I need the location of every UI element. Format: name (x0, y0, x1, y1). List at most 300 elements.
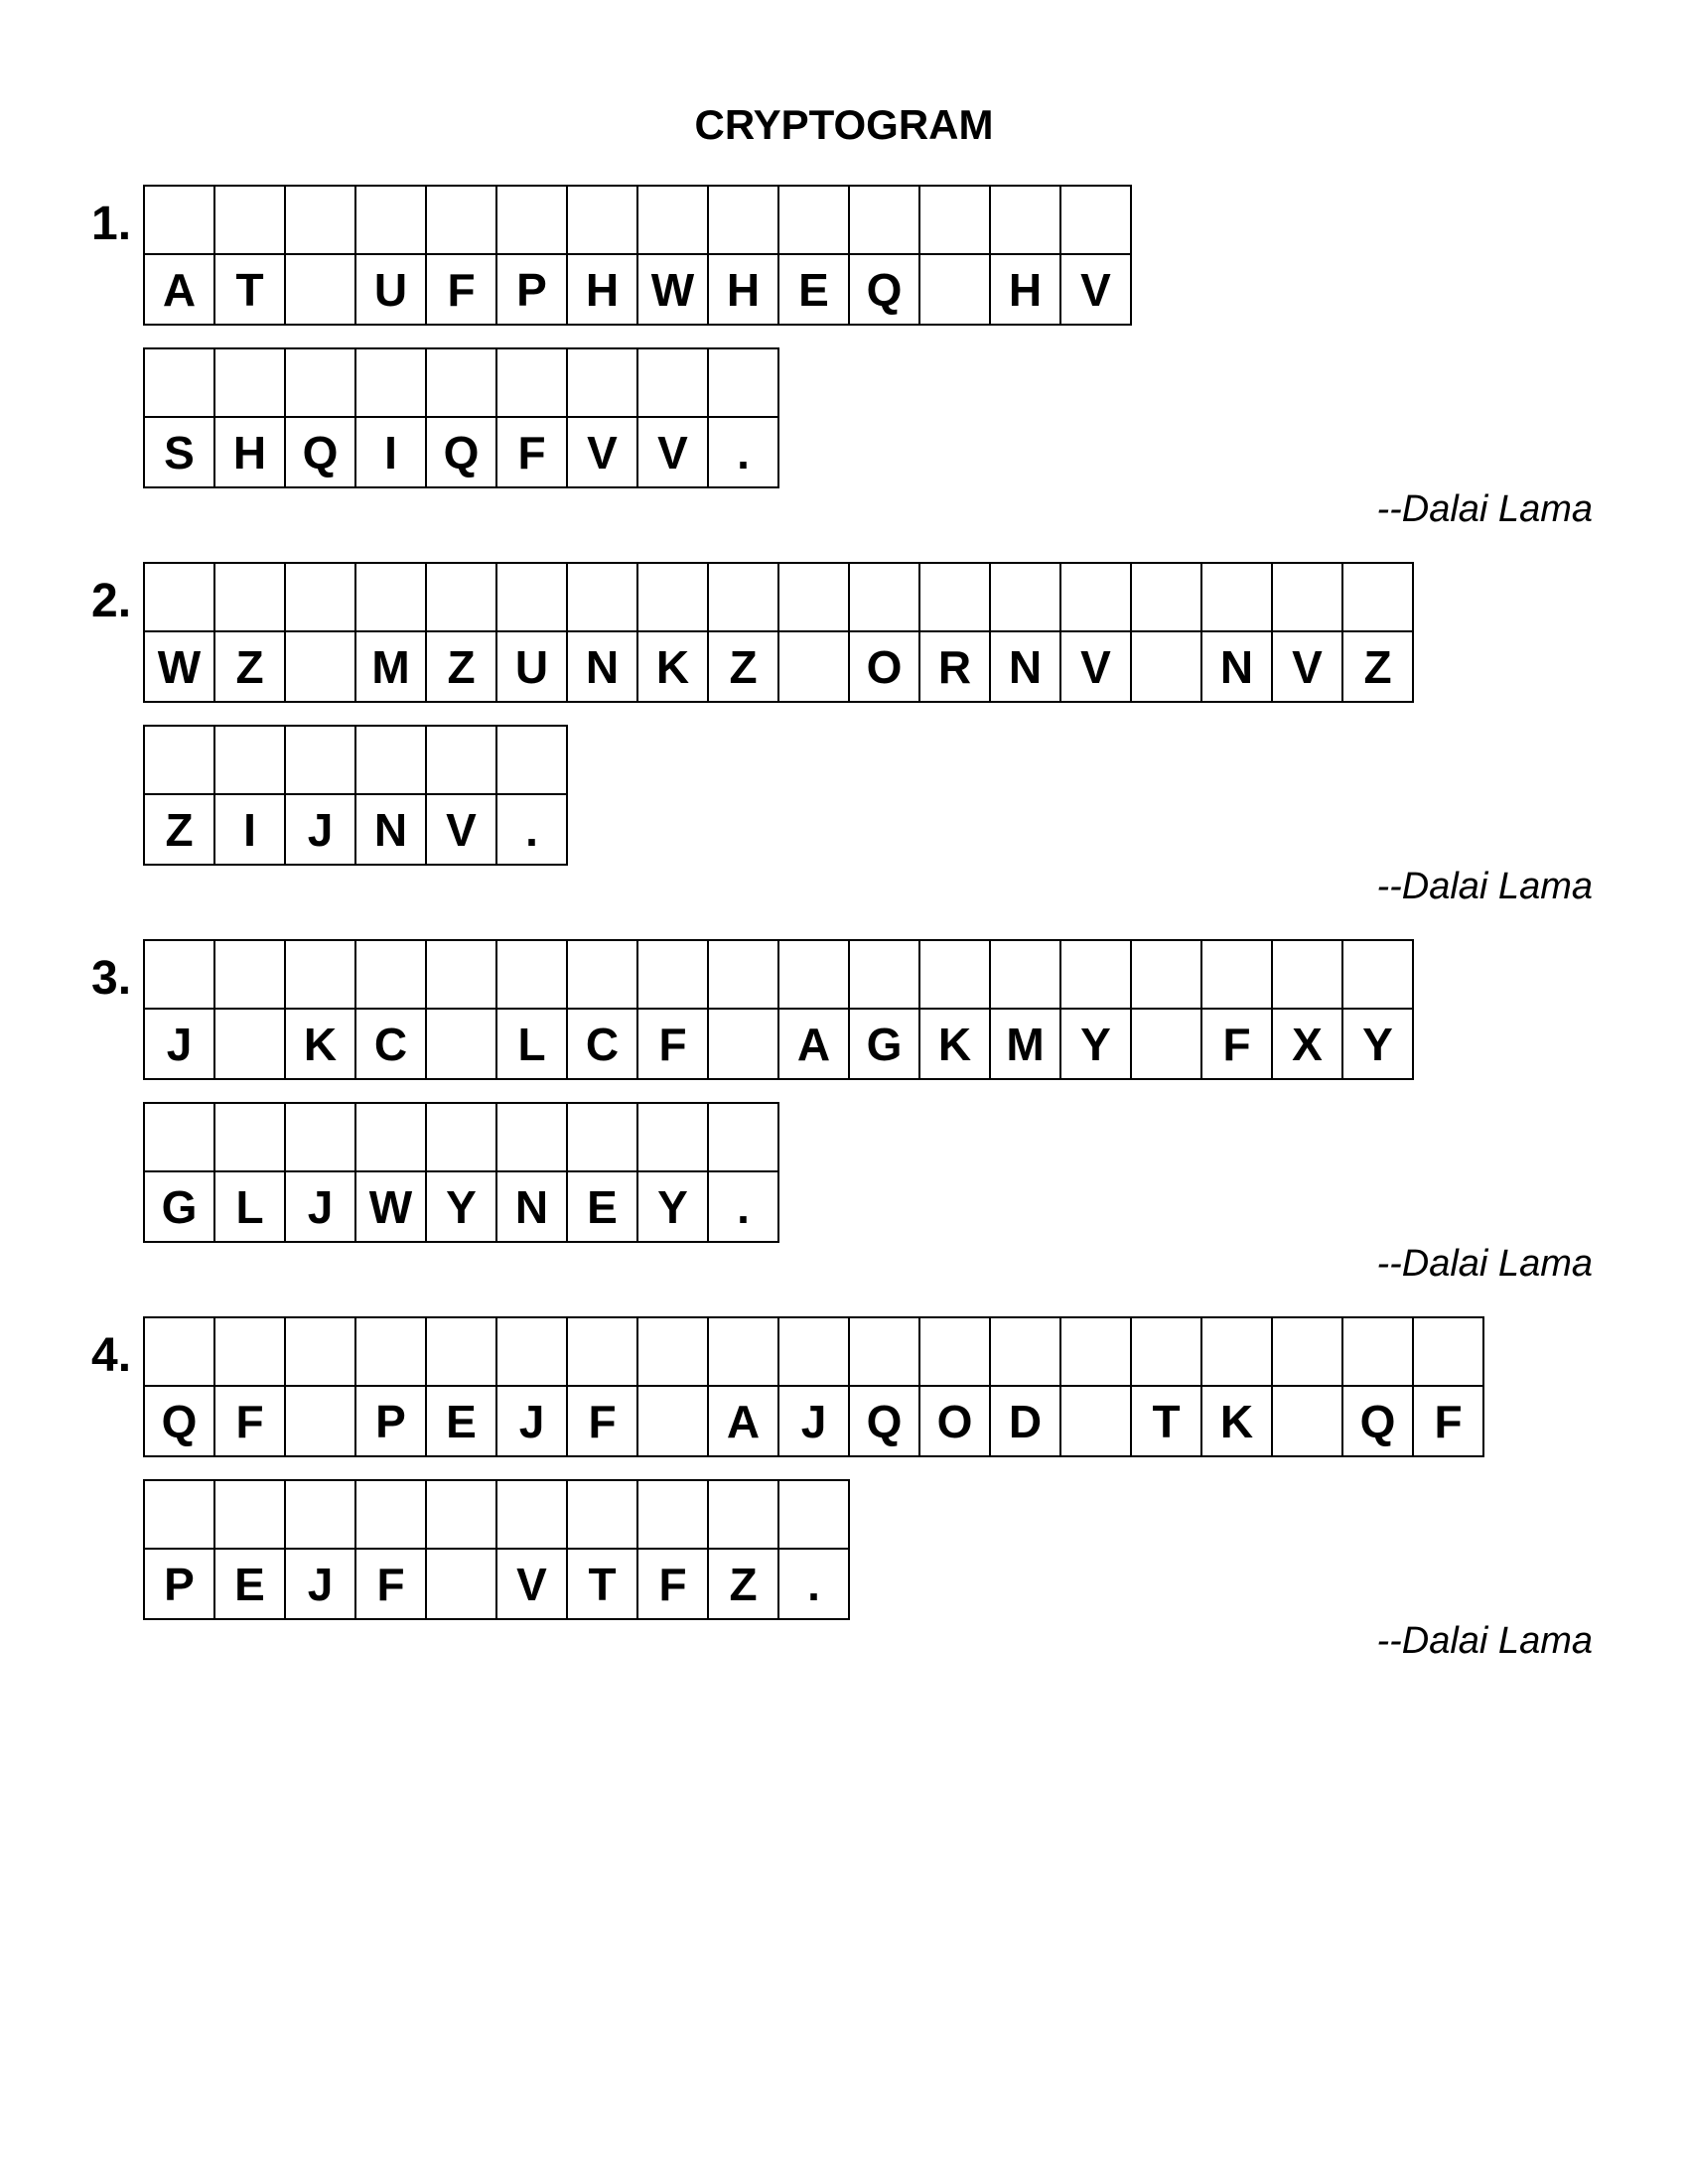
cipher-letter: W (157, 640, 202, 693)
letter-cell (568, 187, 638, 326)
answer-box[interactable] (709, 1481, 777, 1550)
answer-box[interactable] (356, 727, 425, 795)
answer-box[interactable] (568, 349, 636, 418)
cipher-letter: C (585, 1018, 620, 1070)
letter-cell (356, 1104, 427, 1243)
answer-box[interactable] (991, 564, 1059, 632)
letter-cell (1273, 564, 1343, 703)
letter-cell (215, 187, 286, 326)
answer-box[interactable] (356, 1481, 425, 1550)
cipher-letter: L (235, 1180, 264, 1233)
answer-box[interactable] (145, 941, 213, 1010)
answer-box[interactable] (145, 727, 213, 795)
cipher-letter: F (376, 1558, 405, 1610)
cipher-letter: F (588, 1395, 617, 1447)
letter-cell (779, 564, 850, 703)
answer-box[interactable] (1343, 941, 1412, 1010)
answer-box[interactable] (286, 349, 354, 418)
letter-cell (1202, 941, 1273, 1080)
cipher-letter: S (164, 426, 195, 478)
answer-box[interactable] (779, 941, 848, 1010)
cipher-letter: A (162, 263, 197, 316)
letter-cell (286, 1104, 356, 1243)
answer-box[interactable] (709, 564, 777, 632)
cipher-letter: A (796, 1018, 831, 1070)
answer-box[interactable] (356, 564, 425, 632)
answer-box[interactable] (497, 349, 566, 418)
answer-box[interactable] (356, 349, 425, 418)
letter-cell (850, 564, 920, 703)
cipher-letter: V (587, 426, 618, 478)
cipher-letter: K (937, 1018, 972, 1070)
answer-box[interactable] (215, 941, 284, 1010)
letter-cell (497, 941, 568, 1080)
letter-cell (145, 349, 215, 488)
answer-box[interactable] (850, 187, 918, 255)
cipher-letter: F (658, 1018, 687, 1070)
answer-box[interactable] (779, 187, 848, 255)
answer-box[interactable] (145, 187, 213, 255)
answer-box[interactable] (709, 1318, 777, 1387)
answer-box[interactable] (1202, 564, 1271, 632)
letter-cell (286, 1481, 356, 1620)
letter-cell (779, 187, 850, 326)
letter-cell (497, 564, 568, 703)
letter-cell (709, 1481, 779, 1620)
puzzle-number: 2. (91, 575, 132, 627)
quote-attribution: --Dalai Lama (1376, 1620, 1593, 1662)
cipher-letter: Z (165, 803, 194, 856)
cipher-letter: J (800, 1395, 827, 1447)
answer-box[interactable] (286, 187, 354, 255)
answer-box[interactable] (638, 1318, 707, 1387)
answer-box[interactable] (427, 564, 495, 632)
cipher-letter: T (588, 1558, 617, 1610)
cipher-letter: N (373, 803, 408, 856)
cipher-row (143, 1316, 1484, 1457)
answer-box[interactable] (638, 1481, 707, 1550)
letter-cell (286, 1318, 356, 1457)
answer-box[interactable] (356, 1104, 425, 1172)
answer-box[interactable] (427, 1318, 495, 1387)
cipher-letter: C (373, 1018, 408, 1070)
letter-cell (286, 564, 356, 703)
cipher-letter (779, 632, 848, 701)
cipher-letter: Y (657, 1180, 688, 1233)
letter-cell (145, 1104, 215, 1243)
cipher-letter (709, 1010, 777, 1078)
letter-cell (568, 1318, 638, 1457)
answer-box[interactable] (286, 941, 354, 1010)
cipher-letter: V (446, 803, 477, 856)
letter-cell (638, 564, 709, 703)
answer-box[interactable] (638, 564, 707, 632)
letter-cell (1061, 941, 1132, 1080)
letter-cell (568, 941, 638, 1080)
cipher-letter: V (657, 426, 688, 478)
cipher-letter: P (375, 1395, 406, 1447)
answer-box[interactable] (1132, 564, 1200, 632)
cipher-letter (1132, 632, 1200, 701)
answer-box[interactable] (568, 1318, 636, 1387)
letter-cell (1132, 941, 1202, 1080)
cipher-letter: G (866, 1018, 903, 1070)
answer-box[interactable] (638, 187, 707, 255)
answer-box[interactable] (215, 1318, 284, 1387)
cipher-row (143, 725, 568, 866)
answer-box[interactable] (1202, 941, 1271, 1010)
answer-box[interactable] (286, 727, 354, 795)
cipher-letter: E (798, 263, 829, 316)
letter-cell (497, 727, 568, 866)
cipher-letter: P (164, 1558, 195, 1610)
answer-box[interactable] (709, 1104, 777, 1172)
cipher-letter: F (447, 263, 476, 316)
answer-box[interactable] (427, 1104, 495, 1172)
cipher-letter: K (1219, 1395, 1254, 1447)
cipher-letter: Y (446, 1180, 477, 1233)
cipher-letter: D (1008, 1395, 1043, 1447)
cipher-letter: W (368, 1180, 413, 1233)
letter-cell (215, 564, 286, 703)
cipher-letter: Q (443, 426, 480, 478)
letter-cell (568, 564, 638, 703)
answer-box[interactable] (497, 1481, 566, 1550)
letter-cell (356, 1481, 427, 1620)
cipher-letter (286, 1387, 354, 1455)
cipher-letter: G (161, 1180, 198, 1233)
letter-cell (920, 1318, 991, 1457)
answer-box[interactable] (920, 1318, 989, 1387)
letter-cell (568, 1481, 638, 1620)
letter-cell (497, 187, 568, 326)
answer-box[interactable] (638, 941, 707, 1010)
cipher-letter: K (303, 1018, 338, 1070)
letter-cell (1132, 564, 1202, 703)
cipher-letter: O (866, 640, 903, 693)
cipher-letter: N (1008, 640, 1043, 693)
quote-attribution: --Dalai Lama (1376, 866, 1593, 907)
letter-cell (991, 187, 1061, 326)
cipher-letter (1273, 1387, 1341, 1455)
letter-cell (1061, 187, 1132, 326)
letter-cell (709, 187, 779, 326)
cipher-row (143, 1479, 850, 1620)
answer-box[interactable] (497, 1318, 566, 1387)
answer-box[interactable] (427, 1481, 495, 1550)
answer-box[interactable] (497, 1104, 566, 1172)
cipher-row (143, 939, 1414, 1080)
letter-cell (356, 564, 427, 703)
cipher-letter: . (807, 1558, 820, 1610)
answer-box[interactable] (991, 941, 1059, 1010)
puzzle-number: 1. (91, 198, 132, 250)
cipher-letter (427, 1550, 495, 1618)
letter-cell (850, 941, 920, 1080)
answer-box[interactable] (497, 187, 566, 255)
answer-box[interactable] (145, 1104, 213, 1172)
cipher-letter: U (514, 640, 549, 693)
cipher-letter: K (655, 640, 690, 693)
letter-cell (427, 1104, 497, 1243)
letter-cell (1343, 941, 1414, 1080)
answer-box[interactable] (850, 941, 918, 1010)
letter-cell (427, 1481, 497, 1620)
cipher-letter: . (737, 1180, 750, 1233)
answer-box[interactable] (286, 1318, 354, 1387)
letter-cell (497, 349, 568, 488)
cipher-letter: X (1292, 1018, 1323, 1070)
letter-cell (779, 1318, 850, 1457)
cipher-letter: A (726, 1395, 761, 1447)
answer-box[interactable] (427, 187, 495, 255)
letter-cell (991, 941, 1061, 1080)
puzzle-number: 3. (91, 952, 132, 1005)
letter-cell (638, 349, 709, 488)
cipher-letter: H (232, 426, 267, 478)
letter-cell (638, 1104, 709, 1243)
letter-cell (427, 187, 497, 326)
answer-box[interactable] (638, 349, 707, 418)
cipher-letter: V (1080, 263, 1111, 316)
cipher-letter: T (1152, 1395, 1181, 1447)
answer-box[interactable] (568, 187, 636, 255)
cipher-letter: Q (866, 263, 903, 316)
letter-cell (215, 1104, 286, 1243)
cipher-row (143, 185, 1132, 326)
answer-box[interactable] (1273, 564, 1341, 632)
cipher-letter: U (373, 263, 408, 316)
page-title: CRYPTOGRAM (694, 101, 994, 148)
answer-box[interactable] (1061, 187, 1130, 255)
answer-box[interactable] (1343, 564, 1412, 632)
letter-cell (356, 349, 427, 488)
letter-cell (356, 727, 427, 866)
letter-cell (145, 1481, 215, 1620)
cipher-letter: W (650, 263, 695, 316)
answer-box[interactable] (215, 727, 284, 795)
letter-cell (145, 727, 215, 866)
answer-box[interactable] (427, 941, 495, 1010)
answer-box[interactable] (1132, 1318, 1200, 1387)
answer-box[interactable] (215, 187, 284, 255)
letter-cell (215, 941, 286, 1080)
letter-cell (1343, 1318, 1414, 1457)
cipher-letter: E (446, 1395, 477, 1447)
cipher-letter: Z (235, 640, 264, 693)
answer-box[interactable] (568, 1481, 636, 1550)
cipher-letter: J (307, 1558, 334, 1610)
cipher-letter: Z (729, 1558, 758, 1610)
letter-cell (145, 187, 215, 326)
cipher-letter: Q (1359, 1395, 1396, 1447)
answer-box[interactable] (356, 1318, 425, 1387)
letter-cell (427, 349, 497, 488)
cipher-letter: Z (1363, 640, 1392, 693)
letter-cell (286, 941, 356, 1080)
answer-box[interactable] (709, 941, 777, 1010)
answer-box[interactable] (145, 1481, 213, 1550)
cipher-letter (427, 1010, 495, 1078)
answer-box[interactable] (215, 349, 284, 418)
cipher-letter: Z (447, 640, 476, 693)
cipher-letter: Y (1362, 1018, 1393, 1070)
answer-box[interactable] (1132, 941, 1200, 1010)
letter-cell (991, 1318, 1061, 1457)
answer-box[interactable] (920, 941, 989, 1010)
cipher-letter: N (1219, 640, 1254, 693)
letter-cell (427, 1318, 497, 1457)
cipher-letter: . (525, 803, 538, 856)
answer-box[interactable] (215, 1481, 284, 1550)
answer-box[interactable] (920, 187, 989, 255)
cipher-letter: . (737, 426, 750, 478)
cipher-letter: Z (729, 640, 758, 693)
cipher-row (143, 347, 779, 488)
letter-cell (709, 564, 779, 703)
answer-box[interactable] (709, 187, 777, 255)
letter-cell (709, 1318, 779, 1457)
cipher-letter: E (587, 1180, 618, 1233)
answer-box[interactable] (1273, 941, 1341, 1010)
cipher-letter: I (243, 803, 256, 856)
answer-box[interactable] (1273, 1318, 1341, 1387)
answer-box[interactable] (286, 1481, 354, 1550)
cipher-letter: Y (1080, 1018, 1111, 1070)
answer-box[interactable] (215, 1104, 284, 1172)
cipher-letter: V (1080, 640, 1111, 693)
answer-box[interactable] (1343, 1318, 1412, 1387)
letter-cell (638, 941, 709, 1080)
letter-cell (1202, 1318, 1273, 1457)
answer-box[interactable] (497, 941, 566, 1010)
answer-box[interactable] (568, 1104, 636, 1172)
answer-box[interactable] (215, 564, 284, 632)
cipher-letter: M (371, 640, 410, 693)
answer-box[interactable] (1061, 1318, 1130, 1387)
cipher-letter: R (937, 640, 972, 693)
letter-cell (1061, 564, 1132, 703)
answer-box[interactable] (850, 564, 918, 632)
letter-cell (427, 941, 497, 1080)
cipher-letter (286, 255, 354, 324)
letter-cell (427, 564, 497, 703)
cipher-letter (920, 255, 989, 324)
cipher-letter (286, 632, 354, 701)
letter-cell (920, 564, 991, 703)
letter-cell (850, 1318, 920, 1457)
cipher-letter (1061, 1387, 1130, 1455)
cipher-letter: T (235, 263, 264, 316)
letter-cell (215, 1318, 286, 1457)
letter-cell (497, 1104, 568, 1243)
cipher-letter: F (658, 1558, 687, 1610)
answer-box[interactable] (497, 727, 566, 795)
answer-box[interactable] (497, 564, 566, 632)
cipher-letter: O (936, 1395, 973, 1447)
letter-cell (1343, 564, 1414, 703)
cipher-letter (1132, 1010, 1200, 1078)
letter-cell (920, 941, 991, 1080)
cipher-letter: Q (161, 1395, 198, 1447)
answer-box[interactable] (1202, 1318, 1271, 1387)
letter-cell (1414, 1318, 1484, 1457)
letter-cell (215, 727, 286, 866)
letter-cell (568, 349, 638, 488)
answer-box[interactable] (356, 187, 425, 255)
answer-box[interactable] (427, 727, 495, 795)
letter-cell (709, 1104, 779, 1243)
letter-cell (779, 941, 850, 1080)
letter-cell (145, 564, 215, 703)
answer-box[interactable] (779, 1318, 848, 1387)
answer-box[interactable] (991, 1318, 1059, 1387)
letter-cell (638, 1318, 709, 1457)
cipher-letter: N (585, 640, 620, 693)
letter-cell (1132, 1318, 1202, 1457)
letter-cell (1273, 941, 1343, 1080)
cipher-letter: L (517, 1018, 546, 1070)
answer-box[interactable] (145, 564, 213, 632)
answer-box[interactable] (850, 1318, 918, 1387)
letter-cell (568, 1104, 638, 1243)
letter-cell (1273, 1318, 1343, 1457)
cipher-letter: I (384, 426, 397, 478)
cipher-letter: M (1006, 1018, 1045, 1070)
letter-cell (850, 187, 920, 326)
letter-cell (286, 727, 356, 866)
letter-cell (638, 1481, 709, 1620)
letter-cell (356, 1318, 427, 1457)
puzzle-number: 4. (91, 1329, 132, 1382)
cipher-letter: N (514, 1180, 549, 1233)
letter-cell (215, 1481, 286, 1620)
cipher-letter (638, 1387, 707, 1455)
answer-box[interactable] (1061, 564, 1130, 632)
cipher-letter: J (166, 1018, 193, 1070)
cipher-row (143, 562, 1414, 703)
answer-box[interactable] (286, 564, 354, 632)
letter-cell (497, 1481, 568, 1620)
cipher-letter: F (1222, 1018, 1251, 1070)
cipher-letter: E (234, 1558, 265, 1610)
answer-box[interactable] (568, 941, 636, 1010)
answer-box[interactable] (286, 1104, 354, 1172)
answer-box[interactable] (779, 1481, 848, 1550)
cipher-letter: Q (866, 1395, 903, 1447)
answer-box[interactable] (638, 1104, 707, 1172)
letter-cell (145, 941, 215, 1080)
answer-box[interactable] (356, 941, 425, 1010)
answer-box[interactable] (427, 349, 495, 418)
answer-box[interactable] (145, 1318, 213, 1387)
letter-cell (427, 727, 497, 866)
answer-box[interactable] (1061, 941, 1130, 1010)
cipher-letter (215, 1010, 284, 1078)
cipher-letter: J (307, 1180, 334, 1233)
letter-cell (286, 187, 356, 326)
cipher-letter: V (516, 1558, 547, 1610)
answer-box[interactable] (920, 564, 989, 632)
answer-box[interactable] (779, 564, 848, 632)
cipher-letter: Q (302, 426, 339, 478)
answer-box[interactable] (568, 564, 636, 632)
answer-box[interactable] (991, 187, 1059, 255)
answer-box[interactable] (1414, 1318, 1482, 1387)
answer-box[interactable] (145, 349, 213, 418)
letter-cell (356, 187, 427, 326)
answer-box[interactable] (709, 349, 777, 418)
